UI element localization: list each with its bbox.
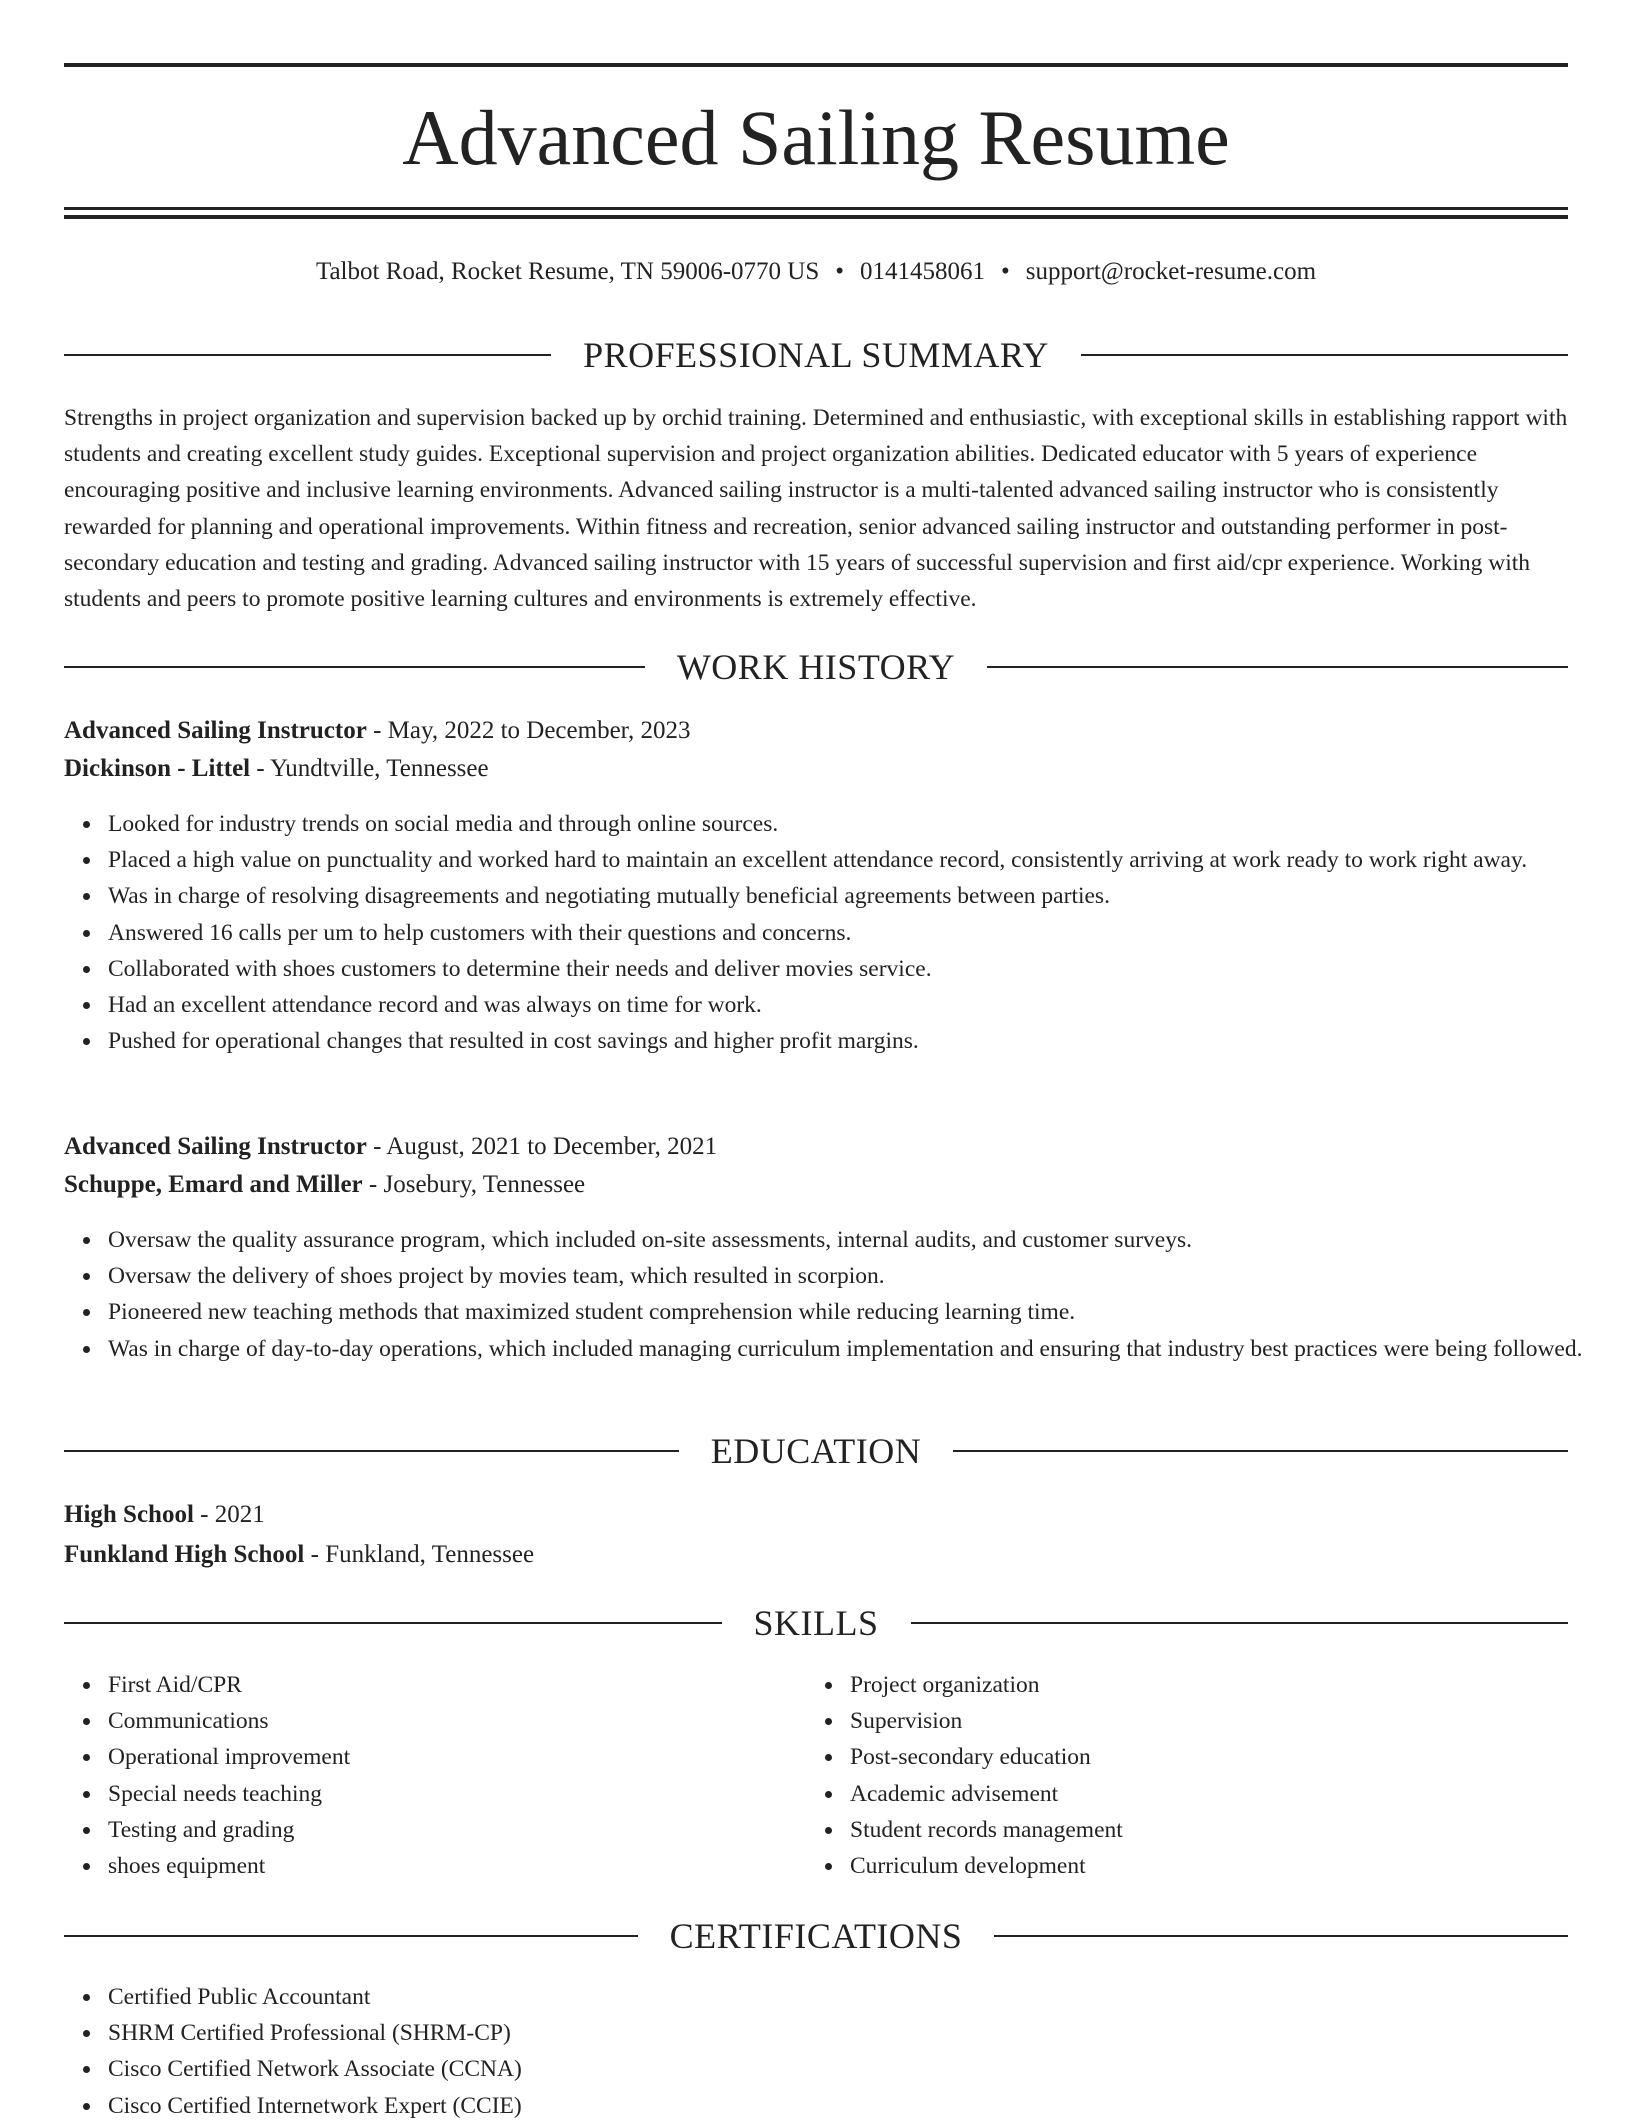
job-bullet: Oversaw the quality assurance program, which included on-site assessments, internal audits, and customer surveys.: [108, 1222, 1612, 1258]
job-bullet: Oversaw the delivery of shoes project by movies team, which resulted in scorpion.: [108, 1258, 1612, 1294]
job-bullet-list: [64, 1222, 1612, 1367]
skill-item: Special needs teaching: [108, 1776, 808, 1812]
top-rule: [64, 63, 1568, 67]
contact-address: Talbot Road, Rocket Resume, TN 59006-0770 US: [315, 258, 820, 285]
heading-rule: [64, 666, 645, 668]
job-bullet: Pioneered new teaching methods that maximized student comprehension while reducing learning time.: [108, 1294, 1612, 1330]
certification-item: Cisco Certified Network Associate (CCNA): [108, 2051, 1612, 2087]
contact-separator: •: [1001, 258, 1010, 285]
section-heading-education: [64, 1429, 1568, 1473]
section-title: CERTIFICATIONS: [669, 1916, 963, 1956]
skills-list-left: [64, 1667, 808, 1884]
heading-rule: [953, 1450, 1568, 1452]
skill-item: Project organization: [850, 1667, 1550, 1703]
job-title-line: [64, 713, 1568, 749]
job-title: Advanced Sailing Instructor: [64, 717, 367, 744]
heading-rule: [64, 354, 551, 356]
section-title: EDUCATION: [710, 1431, 922, 1471]
contact-email: support@rocket-resume.com: [1025, 258, 1317, 285]
job-bullet-list: [64, 806, 1612, 1059]
job-location: - Yundtville, Tennessee: [250, 755, 489, 782]
summary-paragraph: Strengths in project organization and supervision backed up by orchid training. Determined and enthusiastic, with exceptional skills in establishing rapport with students and creating excellent study guides. Exceptional supervision and project organization abilities. Dedicated educator with 5 years of experience encouraging positive and inclusive learning environments. Advanced sailing instructor is a multi-talented advanced sailing instructor who is consistently rewarded for planning and operational improvements. Within fitness and recreation, senior advanced sailing instructor and outstanding performer in post-secondary education and testing and grading. Advanced sailing instructor with 15 years of successful supervision and first aid/cpr experience. Working with students and peers to promote positive learning cultures and environments is extremely effective.: [64, 405, 1568, 613]
resume-title: Advanced Sailing Resume: [402, 94, 1230, 181]
title-rule-lower: [64, 215, 1568, 219]
job-bullet: Was in charge of day-to-day operations, which included managing curriculum implementation and ensuring that industry best practices were being followed.: [108, 1331, 1612, 1367]
job-bullet: Placed a high value on punctuality and worked hard to maintain an excellent attendance record, consistently arriving at work ready to work right away.: [108, 842, 1612, 878]
contact-phone: 0141458061: [860, 258, 985, 285]
job-title-line: [64, 1129, 1568, 1165]
education-degree-line: [64, 1497, 1568, 1533]
heading-rule: [994, 1935, 1568, 1937]
job-bullet: Had an excellent attendance record and was always on time for work.: [108, 987, 1612, 1023]
title-rule-upper: [64, 207, 1568, 210]
skill-item: Student records management: [850, 1812, 1550, 1848]
skill-item: shoes equipment: [108, 1848, 808, 1884]
heading-rule: [911, 1622, 1569, 1624]
job-bullet: Answered 16 calls per um to help customers with their questions and concerns.: [108, 915, 1612, 951]
heading-rule: [987, 666, 1568, 668]
heading-rule: [1081, 354, 1568, 356]
certification-item: SHRM Certified Professional (SHRM-CP): [108, 2015, 1612, 2051]
section-heading-skills: [64, 1601, 1568, 1645]
education-school: Funkland High School: [64, 1541, 305, 1568]
education-degree: High School: [64, 1501, 194, 1528]
job-title: Advanced Sailing Instructor: [64, 1133, 367, 1160]
section-heading-work: [64, 645, 1568, 689]
section-heading-summary: [64, 333, 1568, 377]
job-company: Dickinson - Littel: [64, 755, 251, 782]
job-bullet: Pushed for operational changes that resulted in cost savings and higher profit margins.: [108, 1023, 1612, 1059]
certification-item: Cisco Certified Internetwork Expert (CCIE): [108, 2088, 1612, 2124]
job-company-line: [64, 751, 1568, 787]
heading-rule: [64, 1622, 722, 1624]
section-title: WORK HISTORY: [676, 647, 956, 687]
skill-item: Communications: [108, 1703, 808, 1739]
heading-rule: [64, 1450, 679, 1452]
job-bullet: Collaborated with shoes customers to determine their needs and deliver movies service.: [108, 951, 1612, 987]
job-dates: - May, 2022 to December, 2023: [366, 717, 691, 744]
contact-line: [64, 254, 1568, 290]
skill-item: Academic advisement: [850, 1776, 1550, 1812]
certifications-list: [64, 1979, 1612, 2124]
skill-item: Curriculum development: [850, 1848, 1550, 1884]
job-dates: - August, 2021 to December, 2021: [366, 1133, 718, 1160]
job-bullet: Was in charge of resolving disagreements and negotiating mutually beneficial agreements between parties.: [108, 878, 1612, 914]
section-title: SKILLS: [753, 1603, 879, 1643]
skill-item: Operational improvement: [108, 1739, 808, 1775]
education-school-line: [64, 1537, 1568, 1573]
section-heading-certifications: [64, 1914, 1568, 1958]
skills-list-right: [806, 1667, 1550, 1884]
job-location: - Josebury, Tennessee: [362, 1171, 586, 1198]
skill-item: Post-secondary education: [850, 1739, 1550, 1775]
contact-separator: •: [835, 258, 844, 285]
education-year: - 2021: [193, 1501, 265, 1528]
skill-item: Supervision: [850, 1703, 1550, 1739]
job-bullet: Looked for industry trends on social media and through online sources.: [108, 806, 1612, 842]
skill-item: Testing and grading: [108, 1812, 808, 1848]
skill-item: First Aid/CPR: [108, 1667, 808, 1703]
certification-item: Certified Public Accountant: [108, 1979, 1612, 2015]
job-company-line: [64, 1167, 1568, 1203]
education-location: - Funkland, Tennessee: [304, 1541, 535, 1568]
section-title: PROFESSIONAL SUMMARY: [583, 335, 1049, 375]
heading-rule: [64, 1935, 638, 1937]
job-company: Schuppe, Emard and Miller: [64, 1171, 363, 1198]
